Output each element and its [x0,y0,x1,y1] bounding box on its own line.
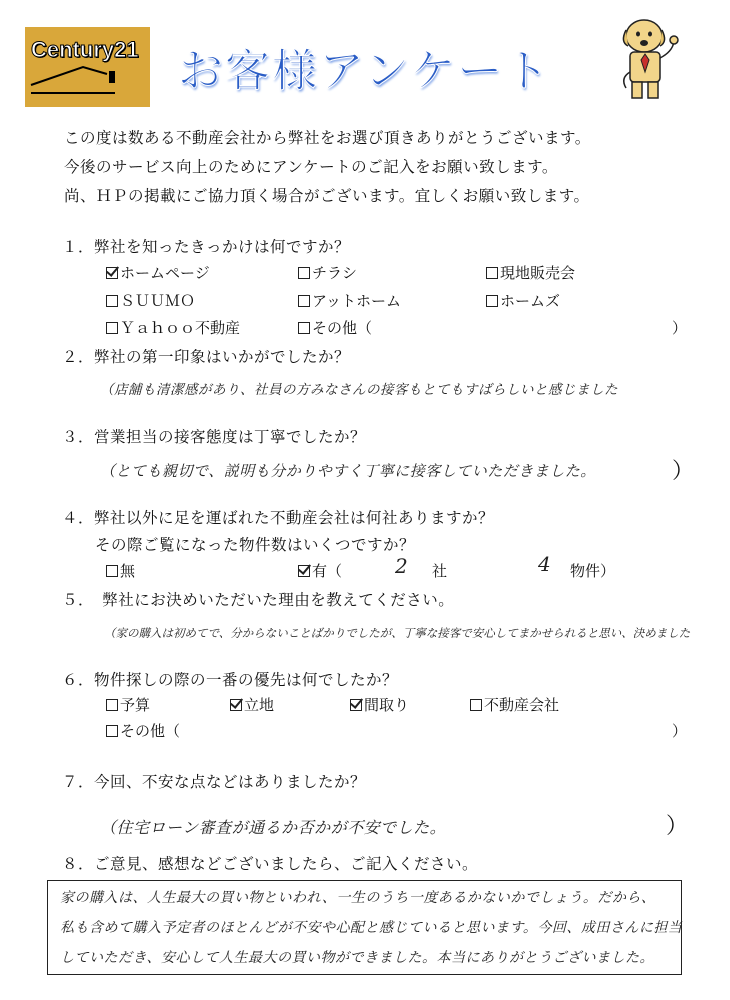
q1-option-homepage[interactable]: ホームページ [106,262,210,283]
q1-option-athome[interactable]: アットホーム [298,290,401,311]
checkbox[interactable] [106,565,118,577]
q6-option-agency[interactable]: 不動産会社 [470,694,559,715]
checkbox[interactable] [486,267,498,279]
page-title: お客様アンケート [178,44,552,97]
q7-answer[interactable]: （住宅ローン審査が通るか否かが不安でした。 [100,818,447,837]
q1-option-flyer[interactable]: チラシ [298,262,357,283]
q8-comment-line-1: 家の購入は、人生最大の買い物といわれ、一生のうち一度あるかないかでしょう。だから、 [60,890,656,906]
checkbox[interactable] [298,322,310,334]
q2-question: ２．弊社の第一印象はいかがでしたか？ [62,348,351,366]
q6-option-layout[interactable]: 間取り [350,694,409,715]
q1-close-paren: ） [672,319,688,337]
q4-property-unit: 物件） [570,562,616,580]
checkbox[interactable] [470,699,482,711]
q6-option-budget[interactable]: 予算 [106,694,150,715]
q4-option-none[interactable]: 無 [106,560,135,581]
q4-company-unit: 社 [432,562,448,580]
q1-option-other[interactable]: その他（ [298,317,372,338]
q3-question: ３．営業担当の接客態度は丁寧でしたか？ [62,428,367,446]
intro-line-2: 今後のサービス向上のためにアンケートのご記入をお願い致します。 [64,158,558,176]
q1-option-yahoo[interactable]: Ｙａｈｏｏ不動産 [106,317,240,338]
q8-comment-line-3: していただき、安心して人生最大の買い物ができました。本当にありがとうございました。 [60,950,654,966]
q1-option-suumo[interactable]: ＳＵＵＭＯ [106,290,195,311]
intro-line-3: 尚、ＨＰの掲載にご協力頂く場合がございます。宜しくお願い致します。 [64,187,590,205]
q1-question: １．弊社を知ったきっかけは何ですか？ [62,238,351,256]
q7-question: ７．今回、不安な点などはありましたか？ [62,773,367,791]
q4-company-count[interactable]: 2 [395,554,409,578]
q4-question: ４．弊社以外に足を運ばれた不動産会社は何社ありますか？ [62,509,495,527]
logo-text: Century21 [31,37,139,62]
q6-option-other[interactable]: その他（ [106,720,180,741]
q6-question: ６．物件探しの際の一番の優先は何でしたか？ [62,671,399,689]
q8-comment-line-2: 私も含めて購入予定者のほとんどが不安や心配と感じていると思います。今回、成田さんに担当 [60,920,683,936]
dog-mascot-icon [610,12,690,104]
checkbox-checked[interactable] [350,699,362,711]
q2-answer[interactable]: （店舗も清潔感があり、社員の方みなさんの接客もとてもすばらしいと感じました [100,382,618,398]
q1-option-homes[interactable]: ホームズ [486,290,560,311]
checkbox[interactable] [298,267,310,279]
q4-question-2: その際ご覧になった物件数はいくつですか？ [95,536,416,554]
checkbox[interactable] [106,699,118,711]
q3-answer[interactable]: （とても親切で、説明も分かりやすく丁寧に接客していただきました。 [100,462,596,480]
q6-option-location[interactable]: 立地 [230,694,274,715]
checkbox[interactable] [106,295,118,307]
q7-close-paren: ） [666,814,689,839]
q8-comment-box[interactable] [47,880,682,975]
checkbox[interactable] [106,725,118,737]
q5-question: ５． 弊社にお決めいただいた理由を教えてください。 [62,591,455,609]
q4-property-count[interactable]: 4 [538,552,552,576]
century21-logo [25,27,150,107]
intro-line-1: この度は数ある不動産会社から弊社をお選び頂きありがとうございます。 [64,129,591,147]
q4-option-yes[interactable]: 有（ [298,560,342,581]
checkbox[interactable] [298,295,310,307]
q6-close-paren: ） [672,722,688,740]
q1-option-open-house[interactable]: 現地販売会 [486,262,575,283]
checkbox[interactable] [106,322,118,334]
checkbox-checked[interactable] [106,267,118,279]
checkbox-checked[interactable] [230,699,242,711]
q5-answer[interactable]: （家の購入は初めてで、分からないことばかりでしたが、丁寧な接客で安心してまかせられると思い、決めました [104,626,691,640]
checkbox-checked[interactable] [298,565,310,577]
q3-close-paren: ） [672,459,695,484]
q8-question: ８．ご意見、感想などございましたら、ご記入ください。 [62,855,479,873]
checkbox[interactable] [486,295,498,307]
